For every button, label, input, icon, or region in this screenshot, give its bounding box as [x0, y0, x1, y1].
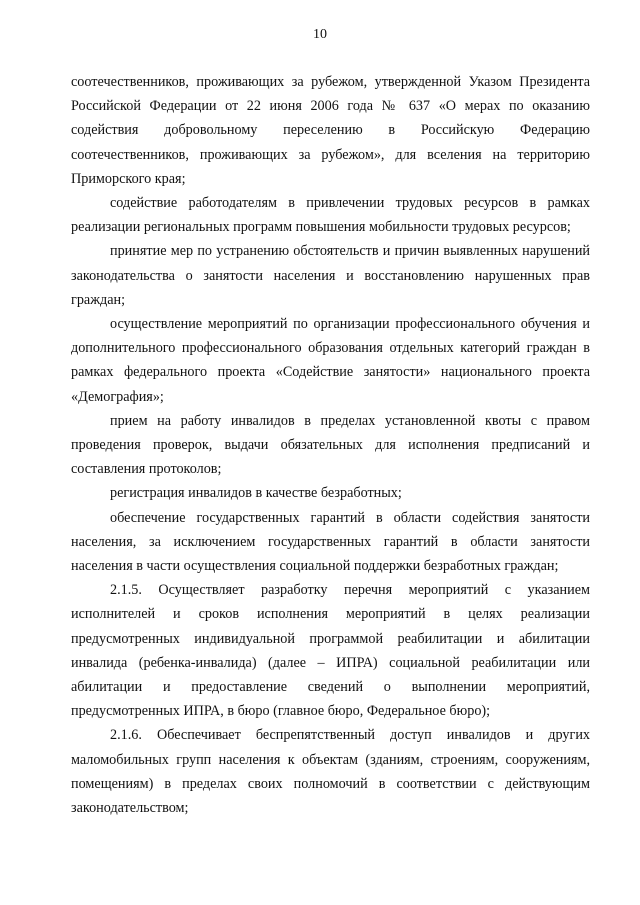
paragraph-2-1-6: 2.1.6. Обеспечивает беспрепятственный доступ инвалидов и других маломобильных групп населения к объектам (зданиям, строениям, сооружениям, помещениям) в пределах своих полномочий в соответствии с действующим законодательством;	[71, 727, 590, 817]
paragraph-state-guarantees: обеспечение государственных гарантий в области содействия занятости населения, за исключением государственных гарантий в области занятости населения в части осуществления социальной поддержки безработных граждан;	[71, 509, 590, 575]
paragraph-employer-assistance: содействие работодателям в привлечении трудовых ресурсов в рамках реализации региональных программ повышения мобильности трудовых ресурсов;	[71, 195, 590, 236]
paragraph-disabled-registration: регистрация инвалидов в качестве безработных;	[110, 485, 402, 502]
document-body	[71, 70, 590, 820]
page-number: 10	[313, 27, 327, 42]
paragraph-professional-training: осуществление мероприятий по организации профессионального обучения и дополнительного профессионального образования отдельных категорий граждан в рамках федерального проекта «Содействие занятости» национального проекта «Демография»;	[71, 316, 590, 405]
paragraph-2-1-5: 2.1.5. Осуществляет разработку перечня мероприятий с указанием исполнителей и сроков исполнения мероприятий в целях реализации предусмотренных индивидуальной программой реабилитации и абилитации инвалида (ребенка-инвалида) (далее – ИПРА) социальной реабилитации или абилитации и предоставление сведений о выполнении мероприятий, предусмотренных ИПРА, в бюро (главное бюро, Федеральное бюро);	[71, 582, 590, 720]
paragraph-violations-measures: принятие мер по устранению обстоятельств и причин выявленных нарушений законодательства о занятости населения и восстановлению нарушенных прав граждан;	[71, 243, 590, 308]
paragraph-continuation: соотечественников, проживающих за рубежом, утвержденной Указом Президента Российской Федерации от 22 июня 2006 года № 637 «О мерах по оказанию содействия добровольному переселению в Российскую Федерацию соотечественников, проживающих за рубежом», для вселения на территорию Приморского края;	[71, 74, 590, 187]
paragraph-disabled-quota: прием на работу инвалидов в пределах установленной квоты с правом проведения проверок, выдачи обязательных для исполнения предписаний и составления протоколов;	[71, 412, 590, 478]
